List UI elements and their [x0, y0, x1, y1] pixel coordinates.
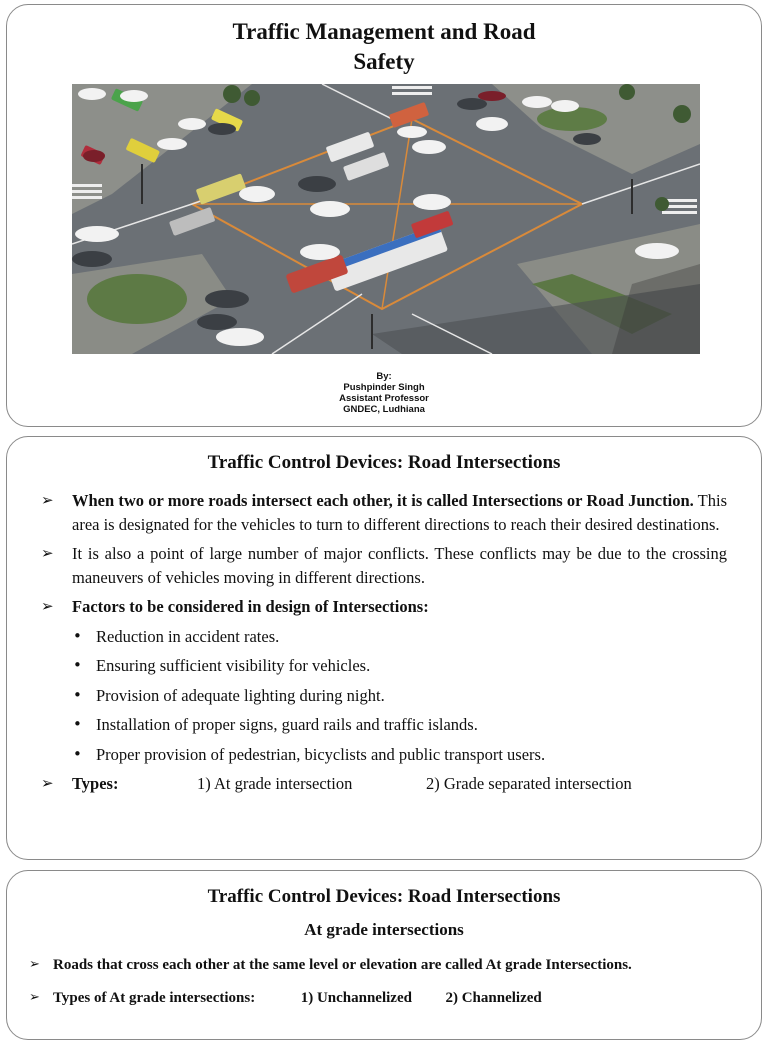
slide-title: Traffic Control Devices: Road Intersections — [207, 452, 561, 473]
types-label: Types of At grade intersections: — [53, 990, 256, 1006]
list-item — [41, 772, 727, 796]
types-label: Types: — [72, 774, 119, 793]
list-item — [41, 489, 727, 536]
definition-bold: When two or more roads intersect each other, it is called Intersections or Road Junction. — [72, 491, 694, 510]
author-institution: GNDEC, Ludhiana — [343, 404, 425, 415]
list-item — [41, 542, 727, 589]
arrow-bullet-icon: ➢ — [41, 544, 54, 562]
list-item — [29, 955, 741, 975]
slide-title — [7, 17, 761, 77]
factor-text: Proper provision of pedestrian, bicyclists and public transport users. — [96, 744, 546, 764]
title-line-2: Safety — [353, 49, 415, 74]
type-at-grade: 1) At grade intersection — [197, 774, 353, 793]
arrow-bullet-icon: ➢ — [41, 774, 54, 792]
by-label: By: — [376, 371, 392, 382]
intersections-slide — [6, 436, 762, 860]
author-role: Assistant Professor — [339, 393, 429, 404]
type-grade-separated: 2) Grade separated intersection — [426, 774, 632, 793]
dot-bullet-icon: • — [73, 656, 82, 674]
factor-text: Installation of proper signs, guard rails and traffic islands. — [96, 715, 478, 734]
definition-text: This area is designated for the vehicles to turn to different directions to reach their desired destinations. — [72, 491, 727, 534]
sub-list-item — [41, 684, 727, 708]
sub-list-item — [41, 713, 727, 737]
slide-title: Traffic Control Devices: Road Intersections — [207, 886, 561, 907]
dot-bullet-icon: • — [73, 685, 82, 704]
arrow-bullet-icon: ➢ — [29, 957, 40, 972]
bullet-list — [29, 955, 741, 1021]
sub-list-item — [41, 743, 727, 767]
sub-list-item — [41, 625, 727, 649]
title-line-1: Traffic Management and Road — [232, 19, 536, 44]
factor-text: Provision of adequate lighting during night. — [96, 685, 385, 705]
conflicts-text: It is also a point of large number of major conflicts. These conflicts may be due to the crossing maneuvers of vehicles moving in different directions. — [72, 544, 727, 587]
dot-bullet-icon: • — [73, 626, 82, 645]
intersection-illustration — [72, 84, 700, 354]
dot-bullet-icon: • — [73, 715, 82, 733]
list-item — [29, 988, 741, 1008]
factors-heading: Factors to be considered in design of Intersections: — [72, 597, 429, 616]
at-grade-definition: Roads that cross each other at the same level or elevation are called At grade Intersections. — [53, 957, 632, 973]
title-slide — [6, 4, 762, 427]
list-item — [41, 595, 727, 619]
type-channelized: 2) Channelized — [445, 990, 542, 1006]
arrow-bullet-icon: ➢ — [41, 491, 54, 509]
intersection-photo — [72, 84, 700, 354]
factor-text: Reduction in accident rates. — [96, 626, 280, 646]
at-grade-slide — [6, 870, 762, 1040]
bullet-list — [41, 489, 727, 802]
arrow-bullet-icon: ➢ — [29, 990, 40, 1005]
dot-bullet-icon: • — [73, 744, 82, 763]
author-name: Pushpinder Singh — [343, 382, 425, 393]
factor-text: Ensuring sufficient visibility for vehicles. — [96, 656, 371, 675]
arrow-bullet-icon: ➢ — [41, 597, 54, 615]
type-unchannelized: 1) Unchannelized — [300, 990, 412, 1006]
slide-subtitle: At grade intersections — [304, 920, 464, 939]
sub-list-item — [41, 654, 727, 678]
author-byline — [7, 371, 761, 415]
